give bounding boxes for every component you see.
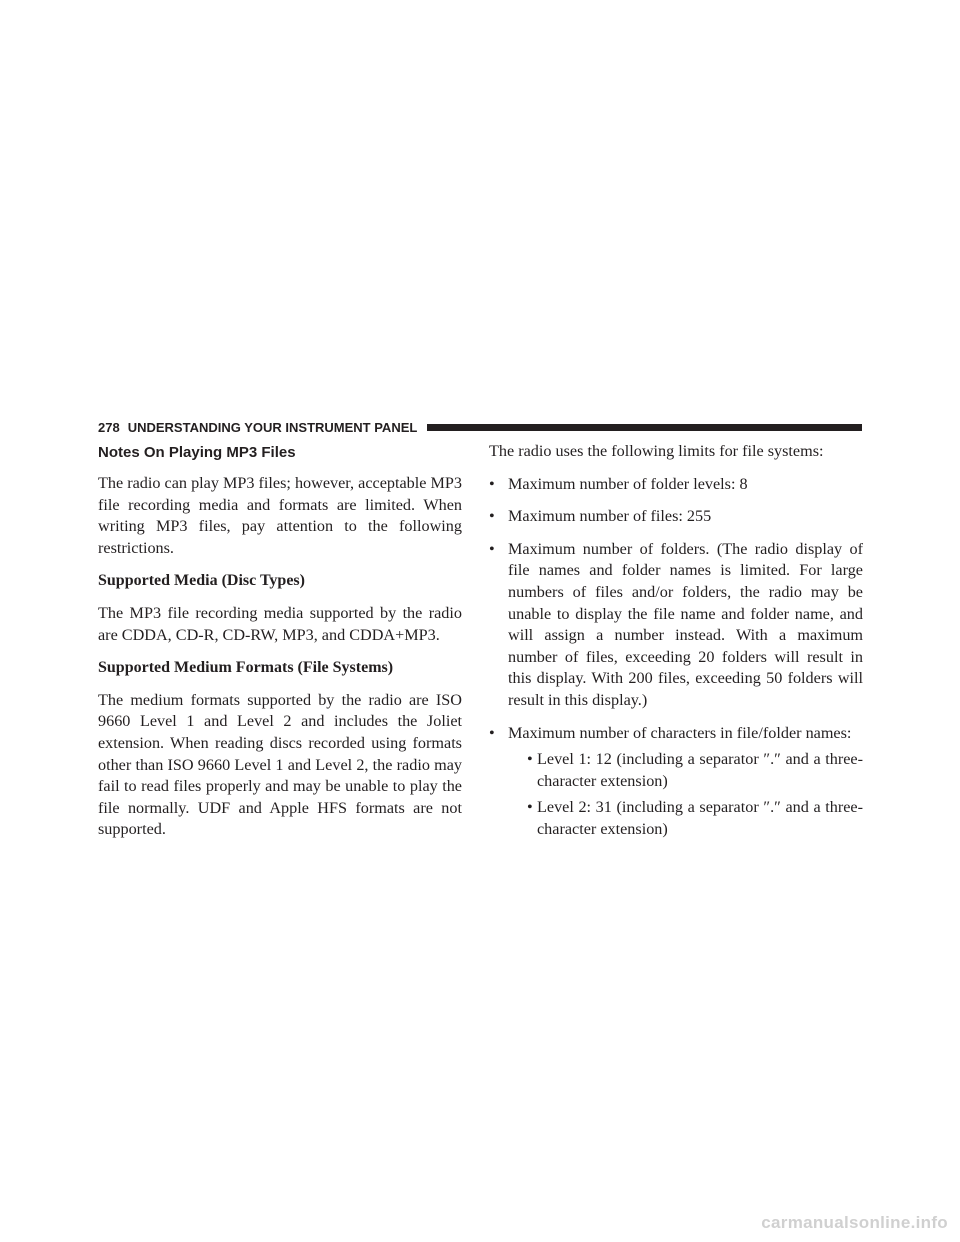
list-item: • Maximum number of folder levels: 8 <box>489 474 863 496</box>
limits-intro: The radio uses the following limits for file systems: <box>489 442 824 460</box>
list-item: • Maximum number of characters in file/folder names: • Level 1: 12 (including a separator ″.″ and a three-character extension) • Level 2: 31 (including a separator ″.″ and a three-character extension) <box>489 723 863 841</box>
limits-list <box>489 474 863 841</box>
page-number: 278 <box>98 419 120 435</box>
right-column <box>489 440 863 841</box>
intro-paragraph: The radio can play MP3 files; however, acceptable MP3 file recording media and formats are limited. When writing MP3 files, pay attention to the following restrictions. <box>98 474 462 557</box>
list-item: • Level 1: 12 (including a separator ″.″ and a three-character extension) <box>508 749 863 792</box>
header-rule <box>427 424 862 431</box>
supported-formats-paragraph: The medium formats supported by the radio are ISO 9660 Level 1 and Level 2 and includes the Joliet extension. When reading discs recorded using formats other than ISO 9660 Level 1 and Level 2, the radio may fail to read files properly and may be unable to play the file normally. UDF and Apple HFS formats are not supported. <box>98 690 462 839</box>
section-title: UNDERSTANDING YOUR INSTRUMENT PANEL <box>127 419 418 435</box>
supported-media-heading: Supported Media (Disc Types) <box>98 572 305 590</box>
list-item: • Maximum number of files: 255 <box>489 506 863 528</box>
watermark: carmanualsonline.info <box>761 1213 948 1232</box>
character-limits-list <box>508 749 863 840</box>
left-column <box>98 440 462 841</box>
page-header <box>98 419 862 435</box>
list-item: • Level 2: 31 (including a separator ″.″ and a three-character extension) <box>508 797 863 840</box>
supported-media-paragraph: The MP3 file recording media supported by the radio are CDDA, CD-R, CD-RW, MP3, and CDDA+MP3. <box>98 603 462 644</box>
main-heading: Notes On Playing MP3 Files <box>98 444 296 461</box>
list-item: • Maximum number of folders. (The radio display of file names and folder names is limited. For large numbers of files and/or folders, the radio may be unable to display the file name and folder name, and will assign a number instead. With a maximum number of files, exceeding 20 folders will result in this display. With 200 files, exceeding 50 folders will result in this display.) <box>489 539 863 712</box>
supported-formats-heading: Supported Medium Formats (File Systems) <box>98 659 394 677</box>
